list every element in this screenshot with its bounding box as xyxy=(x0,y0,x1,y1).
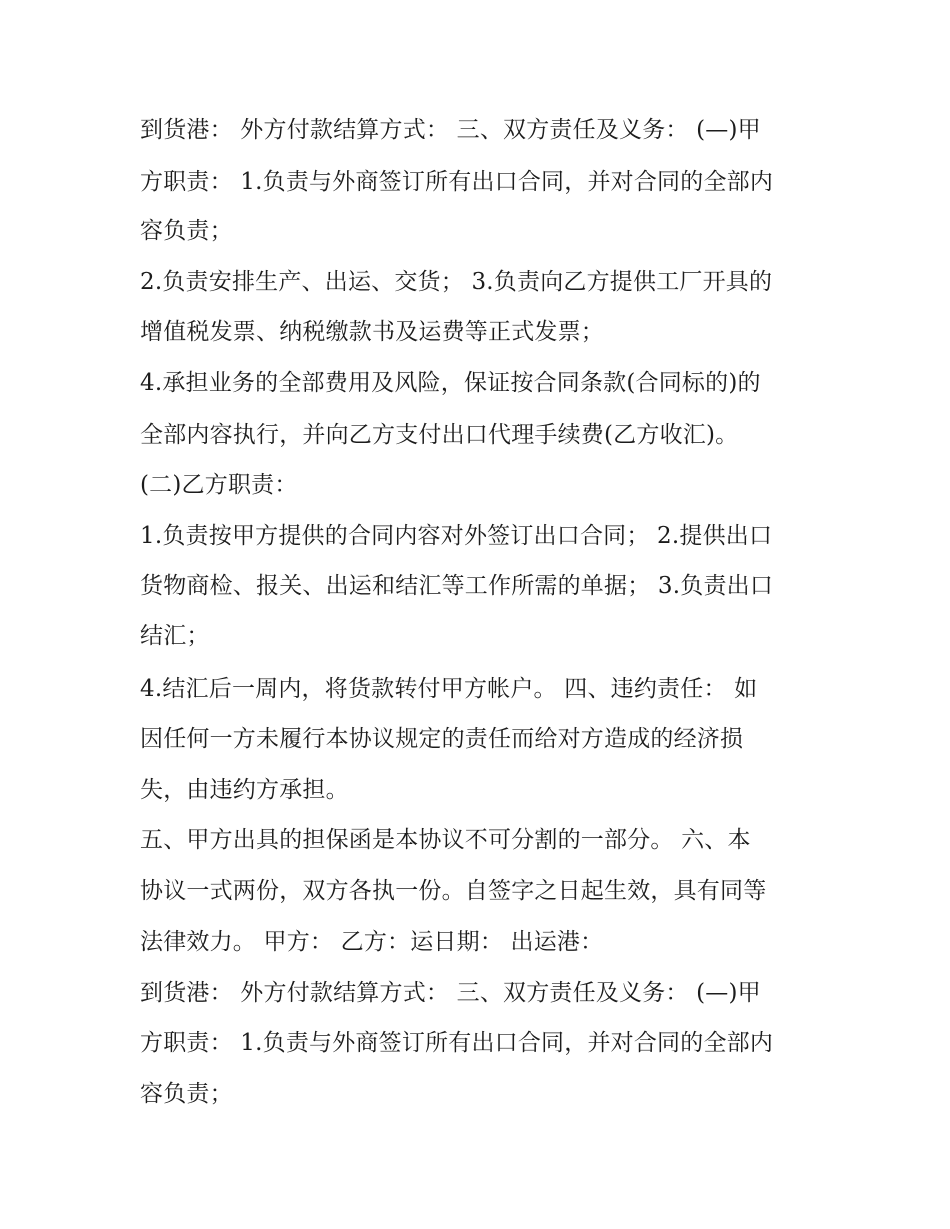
text-line: 全部内容执行，并向乙方支付出口代理手续费(乙方收汇)。 xyxy=(140,422,739,448)
text-line: 2.负责安排生产、出运、交货； 3.负责向乙方提供工厂开具的 xyxy=(140,269,773,295)
text-line: 方职责： 1.负责与外商签订所有出口合同，并对合同的全部内 xyxy=(140,169,774,195)
text-line: 容负责； xyxy=(140,1081,233,1107)
text-line: 失，由违约方承担。 xyxy=(140,777,349,803)
text-line: 到货港： 外方付款结算方式： 三、双方责任及义务： (—)甲 xyxy=(140,117,761,143)
text-line: 法律效力。 甲方： 乙方：运日期： 出运港： xyxy=(140,929,604,955)
text-line: 因任何一方未履行本协议规定的责任而给对方造成的经济损 xyxy=(140,726,744,752)
text-line: (二)乙方职责： xyxy=(140,472,298,498)
text-line: 1.负责按甲方提供的合同内容对外签订出口合同； 2.提供出口 xyxy=(140,523,773,549)
text-line: 4.结汇后一周内，将货款转付甲方帐户。 四、违约责任： 如 xyxy=(140,676,758,702)
text-line: 协议一式两份，双方各执一份。自签字之日起生效，具有同等 xyxy=(140,878,767,904)
text-line: 结汇； xyxy=(140,623,210,649)
text-line: 方职责： 1.负责与外商签订所有出口合同，并对合同的全部内 xyxy=(140,1030,774,1056)
text-line: 增值税发票、纳税缴款书及运费等正式发票； xyxy=(140,319,604,345)
text-line: 4.承担业务的全部费用及风险，保证按合同条款(合同标的)的 xyxy=(140,370,761,396)
text-line: 货物商检、报关、出运和结汇等工作所需的单据； 3.负责出口 xyxy=(140,573,774,599)
text-line: 五、甲方出具的担保函是本协议不可分割的一部分。 六、本 xyxy=(140,827,751,853)
text-line: 容负责； xyxy=(140,218,233,244)
text-line: 到货港： 外方付款结算方式： 三、双方责任及义务： (—)甲 xyxy=(140,980,761,1006)
